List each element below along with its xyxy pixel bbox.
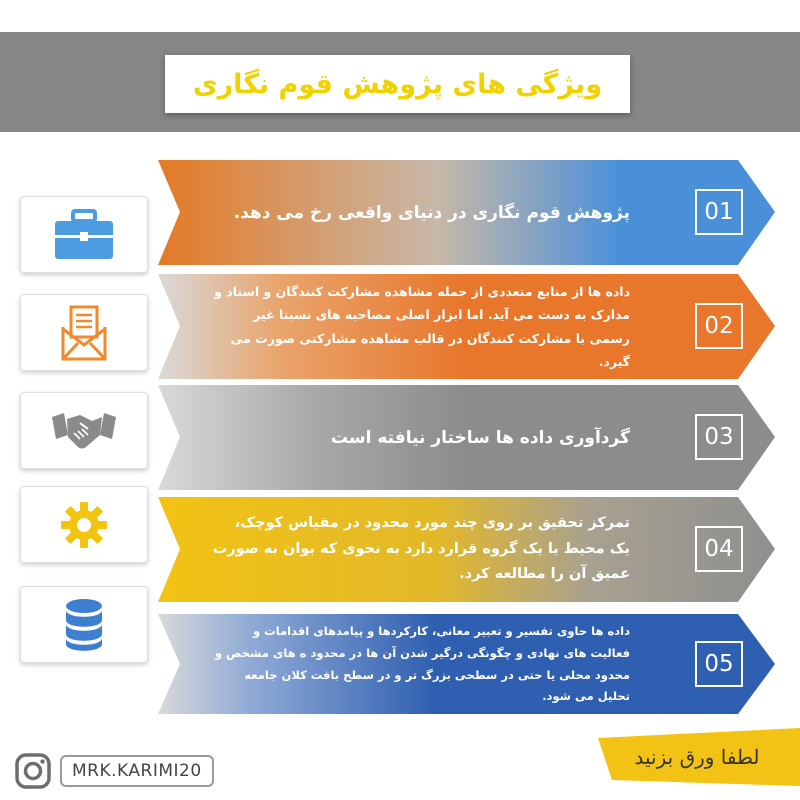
item-number-2: 02	[695, 303, 743, 349]
icon-card-5	[20, 586, 148, 663]
icon-card-1	[20, 196, 148, 273]
item-number-1: 01	[695, 189, 743, 235]
icon-card-3	[20, 392, 148, 469]
database-icon	[65, 598, 103, 652]
icon-card-4	[20, 486, 148, 563]
item-text-1: پژوهش قوم نگاری در دنیای واقعی رخ می دهد.	[233, 202, 630, 223]
briefcase-icon	[53, 209, 115, 261]
item-text-4: تمرکز تحقیق بر روی چند مورد محدود در مقیاس کوچک، یک محیط یا یک گروه قرارد دارد به نحوی که بوان به صورت عمیق آن را مطالعه کرد.	[212, 515, 630, 583]
item-band-5	[158, 614, 775, 714]
gear-icon	[60, 501, 108, 549]
page-title: ویژگی های پژوهش قوم نگاری	[192, 68, 603, 100]
icon-card-2	[20, 294, 148, 371]
item-number-5: 05	[695, 641, 743, 687]
item-text-5: داده ها حاوی تفسیر و تعبیر معانی، کارکردها و پیامدهای اقدامات و فعالیت های نهادی و چگونگی درگیر شدن آن ها در محدود ه های مشخص و محدود محلی یا حتی در سطحی بزرگ تر و در سطح بافت کلان جامعه تحلیل می شود.	[214, 623, 630, 704]
swipe-label[interactable]: لطفا ورق بزنید	[634, 745, 760, 769]
instagram-icon	[14, 752, 52, 790]
item-number-4: 04	[695, 526, 743, 572]
item-band-4	[158, 497, 775, 602]
item-band-2	[158, 274, 775, 379]
handshake-icon	[52, 411, 116, 451]
handle-label: MRK.KARIMI20	[60, 755, 214, 787]
item-text-2: داده ها از منابع متعددی از جمله مشاهده مشارکت کنندگان و اسناد و مدارک به دست می آید. اما ابزار اصلی مصاحبه های نسبتا غیر رسمی با مشارکت کنندگان در قالب مشاهده مشارکتی صورت می گیرد.	[214, 284, 630, 369]
item-number-3: 03	[695, 414, 743, 460]
item-band-1	[158, 160, 775, 265]
instagram-handle[interactable]	[14, 749, 224, 793]
item-text-3: گردآوری داده ها ساختار نیافته است	[330, 427, 630, 448]
email-document-icon	[59, 305, 109, 361]
item-band-3	[158, 385, 775, 490]
title-box	[165, 55, 630, 113]
